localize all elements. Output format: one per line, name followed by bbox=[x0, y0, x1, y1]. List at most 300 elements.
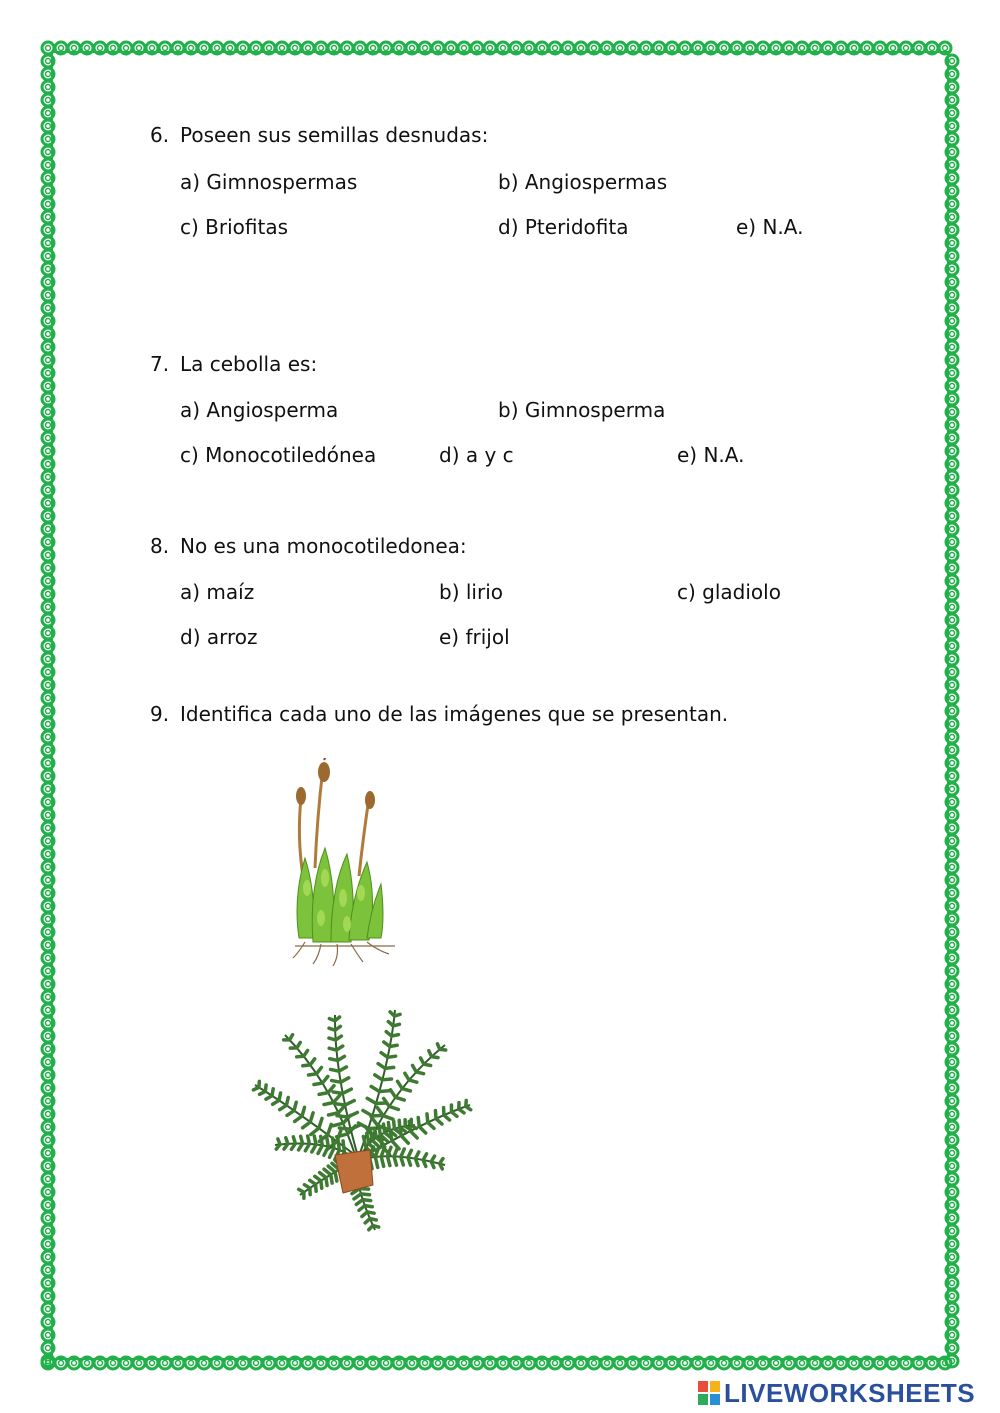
border-scallop-inner bbox=[46, 137, 51, 142]
border-scallop-inner bbox=[950, 137, 955, 142]
border-scallop-inner bbox=[735, 46, 740, 51]
border-scallop-inner bbox=[46, 748, 51, 753]
border-scallop-inner bbox=[839, 1361, 844, 1366]
question-8 bbox=[150, 534, 467, 558]
border-scallop-inner bbox=[950, 293, 955, 298]
question-number: 6. bbox=[150, 123, 170, 147]
border-scallop-inner bbox=[917, 46, 922, 51]
border-scallop-inner bbox=[46, 202, 51, 207]
border-scallop-inner bbox=[950, 98, 955, 103]
fern-pinna bbox=[370, 1219, 376, 1220]
border-scallop-inner bbox=[917, 1361, 922, 1366]
border-scallop-inner bbox=[950, 1294, 955, 1299]
border-scallop-inner bbox=[950, 72, 955, 77]
border-scallop-inner bbox=[46, 501, 51, 506]
border-scallop-inner bbox=[950, 1281, 955, 1286]
border-scallop-inner bbox=[950, 384, 955, 389]
border-scallop-inner bbox=[950, 1216, 955, 1221]
border-scallop-inner bbox=[950, 1125, 955, 1130]
border-scallop-inner bbox=[787, 46, 792, 51]
border-scallop-inner bbox=[950, 475, 955, 480]
option-6c: c) Briofitas bbox=[180, 215, 289, 239]
border-scallop-inner bbox=[631, 46, 636, 51]
border-scallop-inner bbox=[306, 1361, 311, 1366]
border-scallop-inner bbox=[46, 475, 51, 480]
border-scallop-inner bbox=[950, 956, 955, 961]
border-scallop-inner bbox=[950, 1333, 955, 1338]
border-scallop-inner bbox=[46, 514, 51, 519]
fern-pinna bbox=[297, 1056, 304, 1057]
border-scallop-inner bbox=[124, 1361, 129, 1366]
question-text: Identifica cada uno de las imágenes que se presentan. bbox=[180, 702, 729, 726]
option-7c: c) Monocotiledónea bbox=[180, 443, 377, 467]
border-scallop-inner bbox=[462, 46, 467, 51]
border-scallop-inner bbox=[189, 1361, 194, 1366]
fern-pinna bbox=[319, 1093, 328, 1095]
fern-pinna bbox=[390, 1012, 394, 1016]
border-scallop-inner bbox=[950, 59, 955, 64]
border-scallop-inner bbox=[501, 1361, 506, 1366]
border-scallop-inner bbox=[332, 46, 337, 51]
border-scallop-inner bbox=[644, 46, 649, 51]
fern-pinna bbox=[437, 1044, 439, 1049]
border-scallop-inner bbox=[618, 1361, 623, 1366]
option-7a: a) Angiosperma bbox=[180, 398, 339, 422]
border-scallop-inner bbox=[46, 176, 51, 181]
border-scallop-inner bbox=[950, 1346, 955, 1351]
border-scallop-inner bbox=[436, 1361, 441, 1366]
question-7 bbox=[150, 352, 317, 376]
border-scallop-inner bbox=[950, 800, 955, 805]
fern-pinna bbox=[384, 1098, 390, 1106]
border-scallop-inner bbox=[46, 1268, 51, 1273]
border-scallop-inner bbox=[436, 46, 441, 51]
question-9 bbox=[150, 702, 728, 726]
border-scallop-inner bbox=[878, 46, 883, 51]
border-scallop-inner bbox=[618, 46, 623, 51]
question-text: No es una monocotiledonea: bbox=[180, 534, 467, 558]
border-scallop-inner bbox=[950, 124, 955, 129]
border-scallop-inner bbox=[579, 46, 584, 51]
border-scallop-inner bbox=[46, 1333, 51, 1338]
border-scallop-inner bbox=[46, 1125, 51, 1130]
border-scallop-inner bbox=[423, 46, 428, 51]
fern-pinna bbox=[321, 1181, 322, 1188]
option-8b: b) lirio bbox=[439, 580, 503, 604]
border-scallop-inner bbox=[950, 1086, 955, 1091]
border-scallop-inner bbox=[579, 1361, 584, 1366]
border-scallop-inner bbox=[950, 813, 955, 818]
border-scallop-inner bbox=[514, 46, 519, 51]
border-scallop-inner bbox=[46, 384, 51, 389]
border-scallop-inner bbox=[267, 1361, 272, 1366]
border-scallop-inner bbox=[950, 1099, 955, 1104]
border-scallop-inner bbox=[46, 1151, 51, 1156]
border-scallop-inner bbox=[46, 891, 51, 896]
border-scallop-inner bbox=[950, 696, 955, 701]
border-scallop-inner bbox=[98, 46, 103, 51]
border-scallop-inner bbox=[46, 1086, 51, 1091]
border-scallop-inner bbox=[950, 280, 955, 285]
border-scallop-inner bbox=[904, 46, 909, 51]
border-scallop-inner bbox=[735, 1361, 740, 1366]
border-scallop-inner bbox=[950, 345, 955, 350]
border-scallop-inner bbox=[950, 579, 955, 584]
fern-pinna bbox=[367, 1133, 369, 1143]
border-scallop-inner bbox=[46, 761, 51, 766]
border-scallop-inner bbox=[46, 280, 51, 285]
fern-pinna bbox=[280, 1105, 287, 1109]
border-scallop-inner bbox=[950, 982, 955, 987]
fern-pinna bbox=[367, 1098, 376, 1103]
border-scallop-inner bbox=[46, 670, 51, 675]
fern-pinna bbox=[435, 1111, 436, 1119]
option-8a: a) maíz bbox=[180, 580, 255, 604]
border-scallop-inner bbox=[950, 930, 955, 935]
border-scallop-inner bbox=[267, 46, 272, 51]
question-text: Poseen sus semillas desnudas: bbox=[180, 123, 489, 147]
fern-pinna bbox=[311, 1128, 319, 1134]
fern-pinna bbox=[363, 1110, 372, 1115]
border-scallop-inner bbox=[696, 1361, 701, 1366]
question-number: 8. bbox=[150, 534, 170, 558]
fern-pinna bbox=[408, 1150, 411, 1157]
border-scallop-inner bbox=[950, 644, 955, 649]
border-scallop-inner bbox=[527, 1361, 532, 1366]
border-scallop-inner bbox=[950, 241, 955, 246]
fern-pinna bbox=[386, 1032, 391, 1036]
border-scallop-inner bbox=[930, 1361, 935, 1366]
border-scallop-inner bbox=[46, 228, 51, 233]
border-scallop-inner bbox=[950, 1138, 955, 1143]
border-scallop-inner bbox=[46, 319, 51, 324]
border-scallop-inner bbox=[46, 306, 51, 311]
fern-pinna bbox=[398, 1081, 403, 1088]
border-scallop-inner bbox=[46, 98, 51, 103]
fern-image bbox=[245, 1005, 480, 1235]
border-scallop-inner bbox=[293, 1361, 298, 1366]
fern-pinna bbox=[260, 1091, 266, 1094]
border-scallop-inner bbox=[46, 644, 51, 649]
border-scallop-inner bbox=[950, 436, 955, 441]
border-scallop-inner bbox=[319, 1361, 324, 1366]
border-scallop-inner bbox=[950, 553, 955, 558]
fern-pinna bbox=[333, 1092, 343, 1094]
fern-pinna bbox=[303, 1065, 310, 1066]
border-scallop-inner bbox=[46, 345, 51, 350]
fern-pinna bbox=[266, 1096, 272, 1099]
border-scallop-inner bbox=[950, 839, 955, 844]
border-scallop-inner bbox=[85, 1361, 90, 1366]
border-scallop-inner bbox=[950, 462, 955, 467]
border-scallop-inner bbox=[950, 787, 955, 792]
fern-pinna bbox=[333, 1123, 343, 1126]
border-scallop-inner bbox=[540, 46, 545, 51]
border-scallop-inner bbox=[124, 46, 129, 51]
fern-pinna bbox=[330, 1059, 338, 1061]
border-scallop-inner bbox=[46, 722, 51, 727]
fern-pinna bbox=[329, 1019, 335, 1021]
border-scallop-inner bbox=[410, 46, 415, 51]
fern-pinna bbox=[394, 1148, 398, 1156]
fern-pinna bbox=[429, 1051, 432, 1057]
border-scallop-inner bbox=[774, 1361, 779, 1366]
border-scallop-inner bbox=[950, 332, 955, 337]
border-scallop-inner bbox=[384, 46, 389, 51]
border-scallop-inner bbox=[950, 202, 955, 207]
fern-pinna bbox=[413, 1065, 417, 1072]
border-scallop-inner bbox=[46, 371, 51, 376]
border-scallop-inner bbox=[46, 72, 51, 77]
border-scallop-inner bbox=[950, 423, 955, 428]
fern-pinna bbox=[332, 1081, 341, 1083]
border-scallop-inner bbox=[696, 46, 701, 51]
border-scallop-inner bbox=[950, 670, 955, 675]
border-scallop-inner bbox=[950, 150, 955, 155]
border-scallop-inner bbox=[46, 1190, 51, 1195]
border-scallop-inner bbox=[46, 592, 51, 597]
border-scallop-inner bbox=[46, 813, 51, 818]
question-number: 9. bbox=[150, 702, 170, 726]
border-scallop-inner bbox=[683, 46, 688, 51]
border-scallop-inner bbox=[254, 1361, 259, 1366]
border-scallop-inner bbox=[950, 1021, 955, 1026]
fern-pinna bbox=[379, 1126, 381, 1135]
border-scallop-inner bbox=[46, 527, 51, 532]
border-scallop-inner bbox=[46, 449, 51, 454]
question-text: La cebolla es: bbox=[180, 352, 318, 376]
border-scallop-inner bbox=[501, 46, 506, 51]
fern-pinna bbox=[253, 1087, 258, 1090]
border-scallop-inner bbox=[46, 865, 51, 870]
border-scallop-inner bbox=[553, 46, 558, 51]
border-scallop-inner bbox=[950, 969, 955, 974]
border-scallop-inner bbox=[46, 436, 51, 441]
border-scallop-inner bbox=[605, 1361, 610, 1366]
border-scallop-inner bbox=[813, 1361, 818, 1366]
fern-pinna bbox=[381, 1053, 388, 1058]
border-scallop-inner bbox=[950, 1073, 955, 1078]
border-scallop-inner bbox=[488, 46, 493, 51]
border-scallop-inner bbox=[46, 254, 51, 259]
border-scallop-inner bbox=[46, 1242, 51, 1247]
border-scallop-inner bbox=[950, 891, 955, 896]
border-scallop-inner bbox=[657, 1361, 662, 1366]
border-scallop-inner bbox=[950, 1151, 955, 1156]
border-scallop-inner bbox=[553, 1361, 558, 1366]
border-scallop-inner bbox=[332, 1361, 337, 1366]
border-scallop-inner bbox=[950, 826, 955, 831]
border-scallop-inner bbox=[592, 46, 597, 51]
border-scallop-inner bbox=[950, 722, 955, 727]
fern-pinna bbox=[418, 1118, 419, 1127]
fern-pinna bbox=[326, 1178, 327, 1186]
fern-pinna bbox=[415, 1152, 418, 1159]
border-scallop-inner bbox=[488, 1361, 493, 1366]
border-scallop-inner bbox=[950, 228, 955, 233]
fern-pinna bbox=[388, 1022, 393, 1026]
border-scallop-inner bbox=[46, 85, 51, 90]
moss-image bbox=[285, 758, 405, 970]
border-scallop-inner bbox=[950, 501, 955, 506]
border-scallop-inner bbox=[950, 85, 955, 90]
border-scallop-inner bbox=[293, 46, 298, 51]
border-scallop-inner bbox=[46, 579, 51, 584]
border-scallop-inner bbox=[950, 397, 955, 402]
border-scallop-inner bbox=[950, 904, 955, 909]
border-scallop-inner bbox=[202, 46, 207, 51]
option-7b: b) Gimnosperma bbox=[498, 398, 666, 422]
border-scallop-inner bbox=[358, 46, 363, 51]
border-scallop-inner bbox=[46, 1255, 51, 1260]
fern-pinna bbox=[305, 1144, 309, 1151]
border-scallop-inner bbox=[449, 1361, 454, 1366]
border-scallop-inner bbox=[46, 1294, 51, 1299]
border-scallop-inner bbox=[950, 605, 955, 610]
border-scallop-inner bbox=[950, 1190, 955, 1195]
option-7d: d) a y c bbox=[439, 443, 514, 467]
fern-pinna bbox=[339, 1128, 350, 1129]
fern-pinna bbox=[318, 1145, 322, 1153]
border-scallop-inner bbox=[950, 631, 955, 636]
option-6e: e) N.A. bbox=[736, 215, 804, 239]
border-scallop-inner bbox=[748, 46, 753, 51]
border-scallop-inner bbox=[748, 1361, 753, 1366]
liveworksheets-logo bbox=[698, 1377, 975, 1409]
border-scallop-inner bbox=[59, 1361, 64, 1366]
fern-pinna bbox=[324, 1147, 328, 1156]
border-scallop-inner bbox=[950, 371, 955, 376]
border-scallop-inner bbox=[878, 1361, 883, 1366]
border-scallop-inner bbox=[722, 1361, 727, 1366]
border-scallop-inner bbox=[950, 1047, 955, 1052]
fern-pinna bbox=[370, 1131, 372, 1141]
border-scallop-inner bbox=[950, 1177, 955, 1182]
border-scallop-inner bbox=[46, 904, 51, 909]
fern-pinna bbox=[309, 1074, 317, 1075]
fern-pinna bbox=[388, 1123, 389, 1131]
fern-pinna bbox=[331, 1175, 332, 1183]
border-scallop-inner bbox=[46, 150, 51, 155]
border-scallop-inner bbox=[950, 1229, 955, 1234]
border-scallop-inner bbox=[46, 787, 51, 792]
fern-pinna bbox=[316, 1184, 317, 1191]
border-scallop-inner bbox=[950, 1320, 955, 1325]
border-scallop-inner bbox=[46, 267, 51, 272]
border-scallop-inner bbox=[950, 215, 955, 220]
fern-pinna bbox=[427, 1114, 428, 1123]
border-scallop-inner bbox=[46, 735, 51, 740]
border-scallop-inner bbox=[46, 462, 51, 467]
border-scallop-inner bbox=[306, 46, 311, 51]
fern-pinna bbox=[371, 1086, 379, 1091]
border-scallop-inner bbox=[241, 46, 246, 51]
liveworksheets-mark-icon bbox=[698, 1381, 720, 1405]
border-scallop-inner bbox=[46, 59, 51, 64]
fern-pinna bbox=[405, 1073, 409, 1080]
border-scallop-inner bbox=[137, 46, 142, 51]
border-scallop-inner bbox=[46, 358, 51, 363]
border-scallop-inner bbox=[241, 1361, 246, 1366]
border-scallop-inner bbox=[46, 943, 51, 948]
border-scallop-inner bbox=[950, 566, 955, 571]
fern-pinna bbox=[363, 1200, 371, 1201]
fern-pinna bbox=[431, 1156, 434, 1162]
border-scallop-inner bbox=[826, 1361, 831, 1366]
fern-pinna bbox=[330, 1148, 334, 1157]
fern-pinna bbox=[371, 1117, 378, 1126]
border-scallop-inner bbox=[950, 1268, 955, 1273]
fern-pinna bbox=[367, 1212, 374, 1213]
border-scallop-inner bbox=[566, 1361, 571, 1366]
border-scallop-inner bbox=[683, 1361, 688, 1366]
fern-pinna bbox=[335, 1104, 345, 1105]
border-scallop-inner bbox=[950, 488, 955, 493]
border-scallop-inner bbox=[950, 592, 955, 597]
border-scallop-inner bbox=[774, 46, 779, 51]
border-scallop-inner bbox=[950, 1307, 955, 1312]
border-scallop-inner bbox=[46, 241, 51, 246]
border-scallop-inner bbox=[930, 46, 935, 51]
fern-pinna bbox=[384, 1042, 390, 1047]
border-scallop-inner bbox=[46, 1008, 51, 1013]
fern-pinna bbox=[295, 1116, 302, 1121]
border-scallop-inner bbox=[950, 748, 955, 753]
border-scallop-inner bbox=[800, 46, 805, 51]
border-scallop-inner bbox=[950, 683, 955, 688]
border-scallop-inner bbox=[163, 46, 168, 51]
fern-pinna bbox=[394, 1121, 395, 1128]
border-scallop-inner bbox=[371, 46, 376, 51]
border-scallop-inner bbox=[950, 319, 955, 324]
border-scallop-inner bbox=[852, 1361, 857, 1366]
border-scallop-inner bbox=[46, 1034, 51, 1039]
border-scallop-inner bbox=[46, 111, 51, 116]
border-scallop-inner bbox=[384, 1361, 389, 1366]
border-scallop-inner bbox=[950, 111, 955, 116]
border-scallop-inner bbox=[46, 709, 51, 714]
option-8c: c) gladiolo bbox=[677, 580, 781, 604]
fern-pinna bbox=[337, 1116, 348, 1117]
fern-pinna bbox=[375, 1075, 383, 1080]
border-scallop-inner bbox=[46, 1138, 51, 1143]
border-scallop-inner bbox=[46, 1320, 51, 1325]
border-scallop-inner bbox=[670, 46, 675, 51]
border-scallop-inner bbox=[46, 1281, 51, 1286]
fern-pinna bbox=[287, 1111, 294, 1116]
border-scallop-inner bbox=[950, 774, 955, 779]
border-scallop-inner bbox=[787, 1361, 792, 1366]
border-scallop-inner bbox=[950, 163, 955, 168]
border-scallop-inner bbox=[950, 917, 955, 922]
fern-pinna bbox=[329, 1038, 336, 1040]
border-scallop-inner bbox=[46, 605, 51, 610]
fern-pinna bbox=[329, 1028, 335, 1030]
border-scallop-inner bbox=[46, 1021, 51, 1026]
border-scallop-inner bbox=[46, 488, 51, 493]
border-scallop-inner bbox=[950, 254, 955, 259]
border-scallop-inner bbox=[46, 1307, 51, 1312]
border-scallop-inner bbox=[228, 46, 233, 51]
option-6d: d) Pteridofita bbox=[498, 215, 629, 239]
border-scallop-inner bbox=[891, 46, 896, 51]
border-scallop-inner bbox=[839, 46, 844, 51]
border-scallop-inner bbox=[950, 176, 955, 181]
fern-pinna bbox=[440, 1159, 443, 1164]
border-scallop-inner bbox=[950, 735, 955, 740]
border-scallop-inner bbox=[709, 1361, 714, 1366]
border-scallop-inner bbox=[950, 761, 955, 766]
